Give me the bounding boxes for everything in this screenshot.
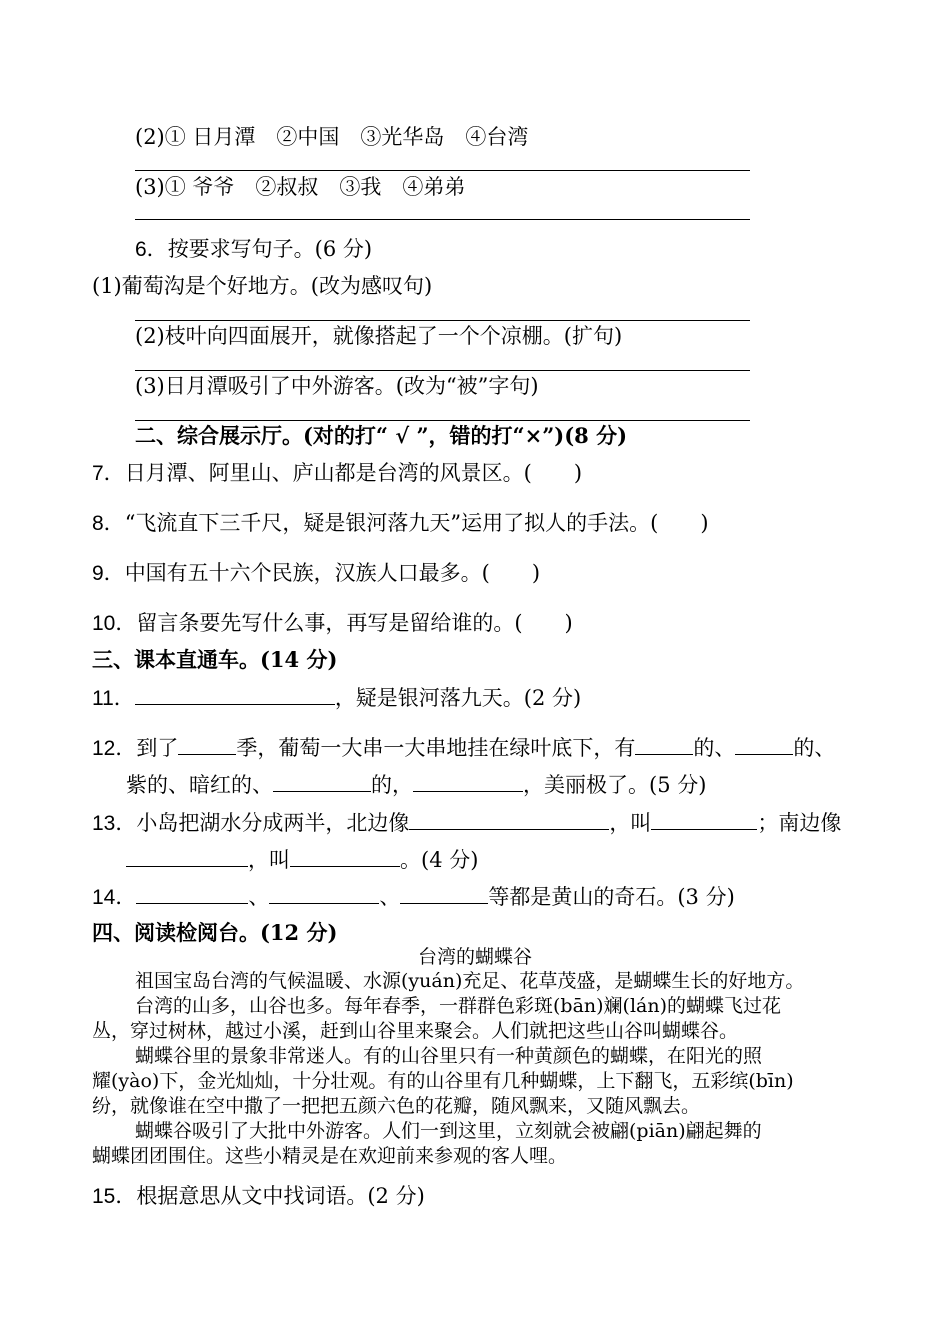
question-number: 8． [92,512,125,535]
q5-item-3: (3)① 爷爷 ②叔叔 ③我 ④弟弟 [135,175,466,199]
answer-line[interactable] [135,219,750,220]
answer-line[interactable] [135,370,750,371]
fill-blank[interactable] [400,883,488,904]
passage-line: 祖国宝岛台湾的气候温暖、水源(yuán)充足、花草茂盛，是蝴蝶生长的好地方。 [135,970,805,992]
passage-line: 蝴蝶谷吸引了大批中外游客。人们一到这里，立刻就会被翩(piān)翩起舞的 [135,1120,762,1142]
passage-line: 耀(yào)下，金光灿灿，十分壮观。有的山谷里有几种蝴蝶，上下翻飞，五彩缤(bīn) [92,1070,794,1092]
section-4-title: 四、阅读检阅台。(12 分) [92,920,338,945]
q12-line-1 [92,734,835,762]
question-number: 11． [92,687,135,710]
q6-sentence-2: (2)枝叶向四面展开，就像搭起了一个个凉棚。(扩句) [135,324,623,348]
answer-line[interactable] [135,170,750,171]
q12-line-2 [126,771,706,798]
fill-blank[interactable] [635,734,693,755]
passage-line: 蝴蝶谷里的景象非常迷人。有的山谷里只有一种黄颜色的蝴蝶，在阳光的照 [135,1045,763,1067]
q14 [92,883,735,911]
fill-blank[interactable] [413,771,523,792]
question-number: 15． [92,1185,137,1208]
question-text: 等都是黄山的奇石。(3 分) [488,885,735,909]
fill-blank[interactable] [178,734,236,755]
q5-item-2: (2)① 日月潭 ②中国 ③光华岛 ④台湾 [135,125,529,149]
fill-blank[interactable] [269,883,379,904]
question-text: 根据意思从文中找词语。(2 分) [136,1184,425,1208]
section-2-title: 二、综合展示厅。(对的打“ √ ”，错的打“×”)(8 分) [135,423,628,448]
question-number: 10． [92,612,137,635]
passage-line: 蝴蝶团团围住。这些小精灵是在欢迎前来参观的客人哩。 [92,1145,568,1167]
fill-blank[interactable] [136,883,248,904]
q13-line-1 [92,809,841,837]
question-text: 留言条要先写什么事，再写是留给谁的。( ) [136,611,573,635]
question-text: ，叫 [609,811,652,835]
answer-line[interactable] [135,420,750,421]
q11 [92,684,581,712]
question-text: 的、 [793,736,836,760]
section-3-title: 三、课本直通车。(14 分) [92,647,338,672]
q8 [92,510,709,537]
question-number: 13． [92,812,137,835]
question-text: 日月潭、阿里山、庐山都是台湾的风景区。( ) [124,461,583,485]
question-text: 中国有五十六个民族，汉族人口最多。( ) [124,561,541,585]
q15 [92,1183,425,1210]
q6-stem [135,236,372,263]
q10 [92,610,573,637]
question-text: ，疑是银河落九天。(2 分) [334,686,582,710]
question-text: 的、 [693,736,736,760]
passage-line: 纷，就像谁在空中撒了一把把五颜六色的花瓣，随风飘来，又随风飘去。 [92,1095,701,1117]
question-text: ，叫 [248,848,290,872]
fill-blank[interactable] [126,846,248,867]
q9 [92,560,540,587]
fill-blank[interactable] [409,809,609,830]
question-number: 12． [92,737,137,760]
q6-sentence-1: (1)葡萄沟是个好地方。(改为感叹句) [92,274,433,298]
question-text: 按要求写句子。(6 分) [167,237,373,261]
question-text: 到了 [136,736,179,760]
question-number: 14． [92,886,137,909]
passage-line: 台湾的山多，山谷也多。每年春季，一群群色彩斑(bān)斓(lán)的蝴蝶飞过花 [135,995,782,1017]
question-text: 小岛把湖水分成两半，北边像 [136,811,410,835]
question-number: 6． [135,238,168,261]
question-number: 9． [92,562,125,585]
q7 [92,460,582,487]
passage-title: 台湾的蝴蝶谷 [417,946,532,968]
question-text: “飞流直下三千尺，疑是银河落九天”运用了拟人的手法。( ) [124,511,709,535]
fill-blank[interactable] [135,684,335,705]
fill-blank[interactable] [735,734,793,755]
question-text: ；南边像 [757,811,842,835]
question-text: 、 [379,885,401,909]
question-text: ，美丽极了。(5 分) [523,773,707,797]
q6-sentence-3: (3)日月潭吸引了中外游客。(改为“被”字句) [135,374,539,398]
fill-blank[interactable] [273,771,371,792]
question-number: 7． [92,462,125,485]
q13-line-2 [126,846,478,873]
question-text: 季，葡萄一大串一大串地挂在绿叶底下，有 [236,736,636,760]
question-text: 的， [371,773,413,797]
question-text: 。(4 分) [400,848,479,872]
answer-line[interactable] [135,320,750,321]
question-text: 、 [248,885,270,909]
question-text: 紫的、暗红的、 [126,773,273,797]
fill-blank[interactable] [290,846,400,867]
passage-line: 丛，穿过树林，越过小溪，赶到山谷里来聚会。人们就把这些山谷叫蝴蝶谷。 [92,1020,739,1042]
fill-blank[interactable] [651,809,757,830]
